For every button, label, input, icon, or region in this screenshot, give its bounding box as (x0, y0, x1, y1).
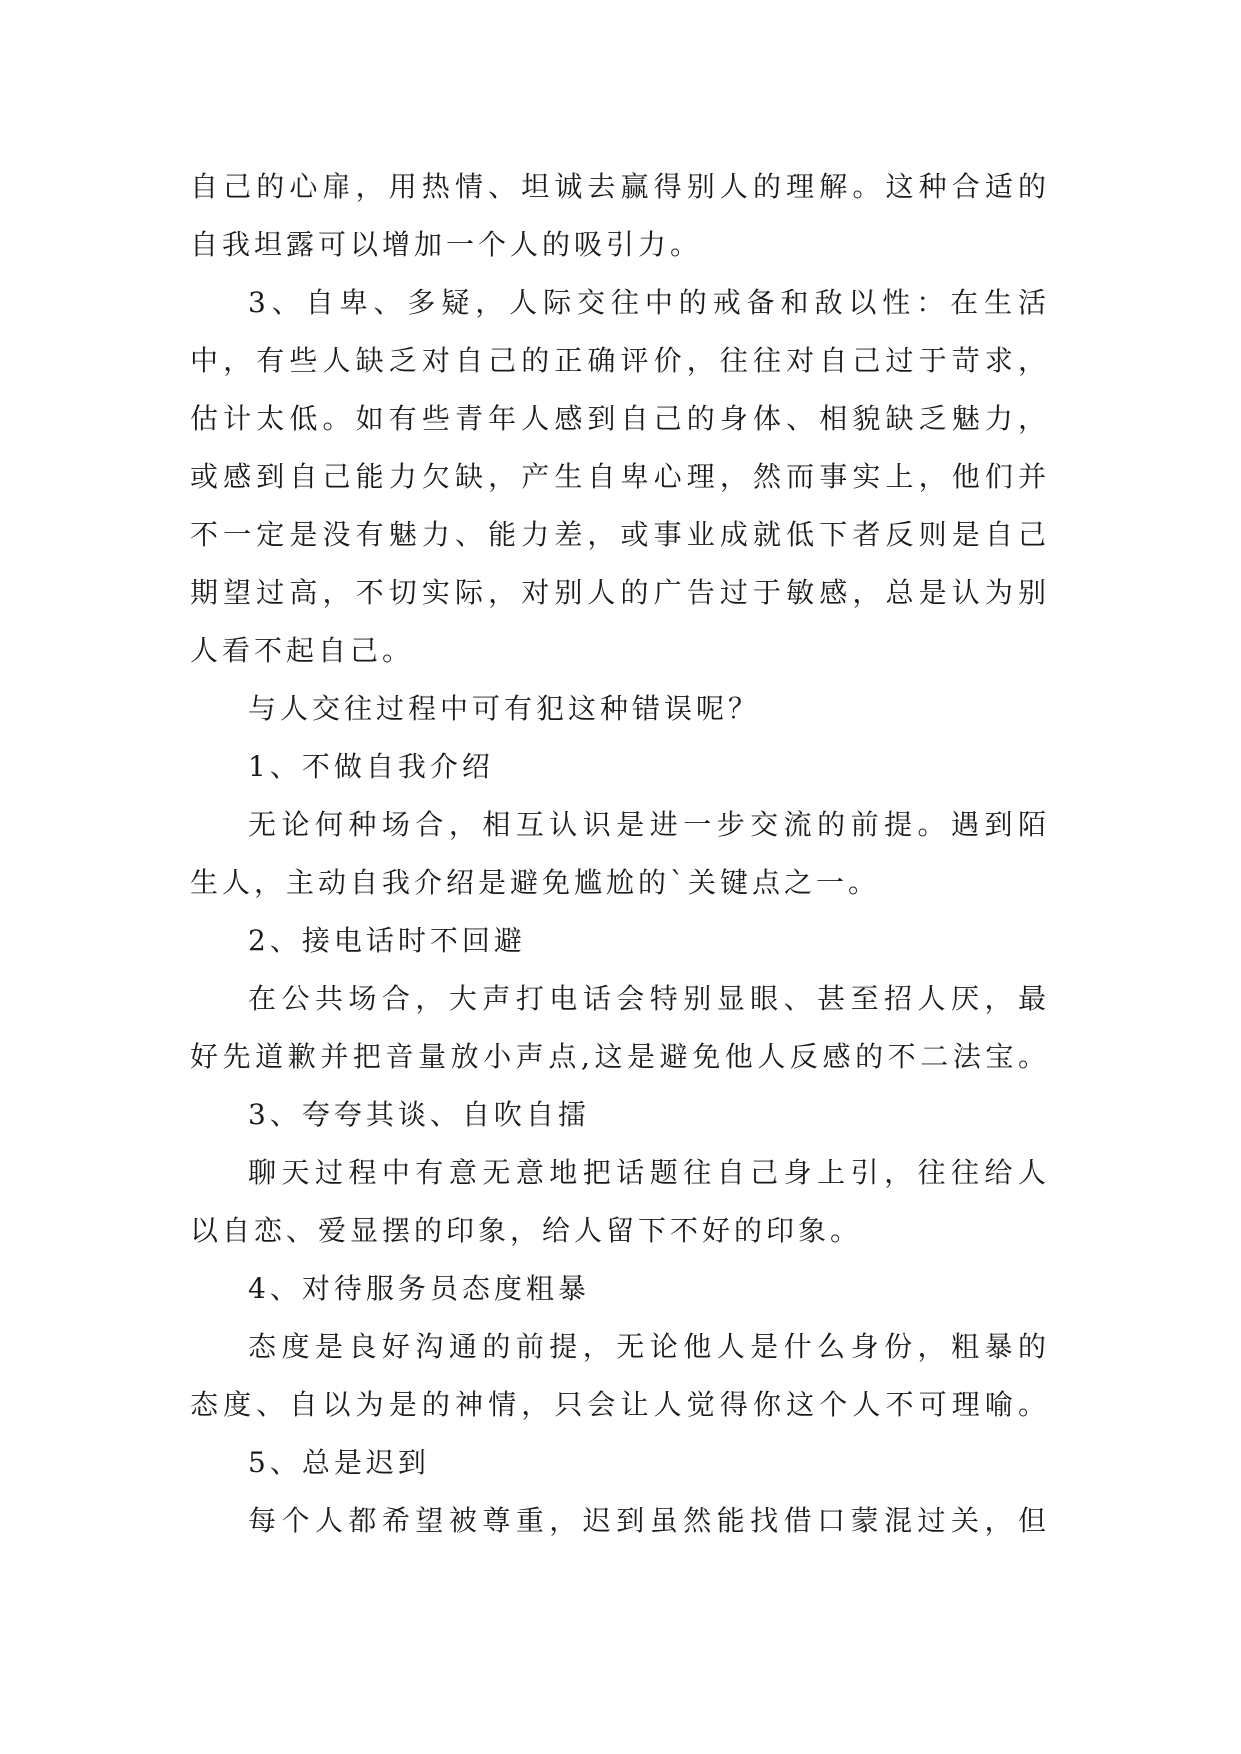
section-heading: 1、不做自我介绍 (248, 750, 494, 783)
section-heading: 2、接电话时不回避 (248, 924, 526, 957)
text-line: 态度、自以为是的神情，只会让人觉得你这个人不可理喻。 (190, 1388, 1050, 1421)
text-line: 态度是良好沟通的前提，无论他人是什么身份，粗暴的 (248, 1330, 1050, 1363)
text-line: 在公共场合，大声打电话会特别显眼、甚至招人厌，最 (248, 982, 1050, 1015)
text-line: 不一定是没有魅力、能力差，或事业成就低下者反则是自己 (190, 518, 1050, 551)
section-heading: 3、夸夸其谈、自吹自擂 (248, 1098, 590, 1131)
text-line: 生人，主动自我介绍是避免尴尬的`关键点之一。 (190, 866, 881, 899)
text-line: 与人交往过程中可有犯这种错误呢？ (248, 692, 761, 725)
document-body (190, 158, 1050, 1550)
text-line: 人看不起自己。 (190, 634, 415, 667)
text-line: 聊天过程中有意无意地把话题往自己身上引，往往给人 (248, 1156, 1050, 1189)
text-line: 或感到自己能力欠缺，产生自卑心理，然而事实上，他们并 (190, 460, 1050, 493)
text-line: 以自恋、爱显摆的印象，给人留下不好的印象。 (190, 1214, 863, 1247)
section-heading: 5、总是迟到 (248, 1446, 430, 1479)
text-line: 估计太低。如有些青年人感到自己的身体、相貌缺乏魅力， (190, 402, 1050, 435)
text-line: 期望过高，不切实际，对别人的广告过于敏感，总是认为别 (190, 576, 1050, 609)
text-line: 自己的心扉，用热情、坦诚去赢得别人的理解。这种合适的 (190, 170, 1050, 203)
text-line: 自我坦露可以增加一个人的吸引力。 (190, 228, 703, 261)
text-line: 中，有些人缺乏对自己的正确评价，往往对自己过于苛求， (190, 344, 1050, 377)
text-line: 每个人都希望被尊重，迟到虽然能找借口蒙混过关，但 (248, 1504, 1050, 1537)
text-line: 好先道歉并把音量放小声点,这是避免他人反感的不二法宝。 (190, 1040, 1050, 1073)
section-heading: 4、对待服务员态度粗暴 (248, 1272, 590, 1305)
text-line: 无论何种场合，相互认识是进一步交流的前提。遇到陌 (248, 808, 1050, 841)
text-line: 3、自卑、多疑，人际交往中的戒备和敌以性：在生活 (248, 286, 1050, 319)
